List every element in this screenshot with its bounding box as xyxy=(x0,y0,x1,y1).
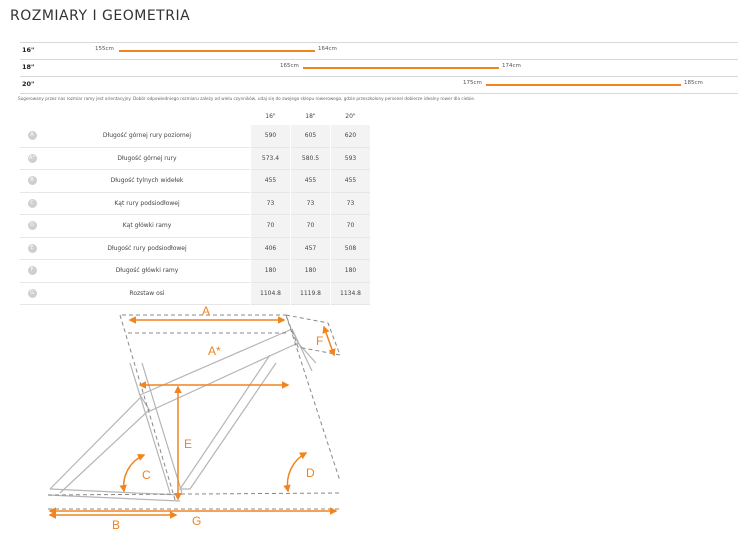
range-bar xyxy=(119,50,315,52)
range-max: 174cm xyxy=(502,63,521,69)
range-bar xyxy=(303,67,499,69)
measure-d-icon: D xyxy=(28,221,37,230)
table-row xyxy=(20,215,370,238)
column-header: 20" xyxy=(331,107,371,125)
measure-b-icon: B xyxy=(28,176,37,185)
cell-value: 180 xyxy=(251,260,291,283)
table-row xyxy=(20,192,370,215)
table-row xyxy=(20,170,370,193)
table-row xyxy=(20,147,370,170)
range-min: 165cm xyxy=(280,63,299,69)
label-f: F xyxy=(316,334,324,348)
geometry-table xyxy=(20,107,370,305)
measure-g-icon: G xyxy=(28,289,37,298)
size-label: 16" xyxy=(22,46,35,54)
range-max: 185cm xyxy=(684,80,703,86)
cell-value: 73 xyxy=(291,192,331,215)
bike-frame-outline xyxy=(48,329,316,501)
cell-value: 1134.8 xyxy=(331,282,371,305)
label-a: A xyxy=(202,304,211,318)
table-row xyxy=(20,282,370,305)
cell-value: 180 xyxy=(291,260,331,283)
row-label: Rozstaw osi xyxy=(129,289,165,297)
cell-value: 406 xyxy=(251,237,291,260)
cell-value: 573.4 xyxy=(251,147,291,170)
size-disclaimer: Sugerowany przez nas rozmiar ramy jest orientacyjny. Dobór odpowiedniego rozmiaru zależy od wielu czynników, udaj się do swojego sklepu rowerowego, gdzie przeszkolony personel dobierze idealny rower dla ciebie. xyxy=(18,96,476,101)
range-min: 155cm xyxy=(95,46,114,52)
page-title: ROZMIARY I GEOMETRIA xyxy=(10,8,191,24)
row-label: Długość rury podsiodłowej xyxy=(107,244,187,252)
row-label: Kąt rury podsiodłowej xyxy=(114,199,180,207)
cell-value: 70 xyxy=(251,215,291,238)
geometry-header-row xyxy=(20,107,370,125)
size-row-18 xyxy=(20,59,738,76)
cell-value: 620 xyxy=(331,125,371,147)
cell-value: 1119.8 xyxy=(291,282,331,305)
row-label: Długość tylnych widełek xyxy=(110,177,184,185)
size-row-16 xyxy=(20,42,738,59)
cell-value: 590 xyxy=(251,125,291,147)
label-g: G xyxy=(192,514,202,528)
measure-c-icon: C xyxy=(28,199,37,208)
range-min: 175cm xyxy=(463,80,482,86)
cell-value: 508 xyxy=(331,237,371,260)
measure-e-icon: E xyxy=(28,244,37,253)
label-d: D xyxy=(306,466,315,480)
label-a-star: A* xyxy=(208,344,221,358)
cell-value: 457 xyxy=(291,237,331,260)
row-label: Długość główki ramy xyxy=(115,267,179,275)
cell-value: 73 xyxy=(251,192,291,215)
row-label: Kąt główki ramy xyxy=(122,222,172,230)
cell-value: 1104.8 xyxy=(251,282,291,305)
table-row xyxy=(20,237,370,260)
cell-value: 70 xyxy=(331,215,371,238)
cell-value: 605 xyxy=(291,125,331,147)
frame-geometry-diagram xyxy=(40,303,350,531)
column-header: 16" xyxy=(251,107,291,125)
measure-f-icon: F xyxy=(28,266,37,275)
cell-value: 180 xyxy=(331,260,371,283)
label-b: B xyxy=(112,518,121,531)
measure-a-star-icon: A* xyxy=(29,154,35,161)
table-row xyxy=(20,125,370,147)
row-label: Długość górnej rury xyxy=(117,154,177,162)
cell-value: 455 xyxy=(291,170,331,193)
range-max: 164cm xyxy=(318,46,337,52)
size-label: 18" xyxy=(22,63,35,71)
cell-value: 70 xyxy=(291,215,331,238)
cell-value: 593 xyxy=(331,147,371,170)
cell-value: 73 xyxy=(331,192,371,215)
cell-value: 455 xyxy=(251,170,291,193)
measurement-arrows xyxy=(50,320,336,515)
size-label: 20" xyxy=(22,80,35,88)
label-c: C xyxy=(142,468,151,482)
cell-value: 580.5 xyxy=(291,147,331,170)
range-bar xyxy=(486,84,681,86)
size-row-20 xyxy=(20,76,738,94)
size-chart xyxy=(20,42,738,94)
table-row xyxy=(20,260,370,283)
label-e: E xyxy=(184,437,193,451)
row-label: Długość górnej rury poziomej xyxy=(102,132,192,140)
measure-a-icon: A xyxy=(28,131,37,140)
cell-value: 455 xyxy=(331,170,371,193)
column-header: 18" xyxy=(291,107,331,125)
